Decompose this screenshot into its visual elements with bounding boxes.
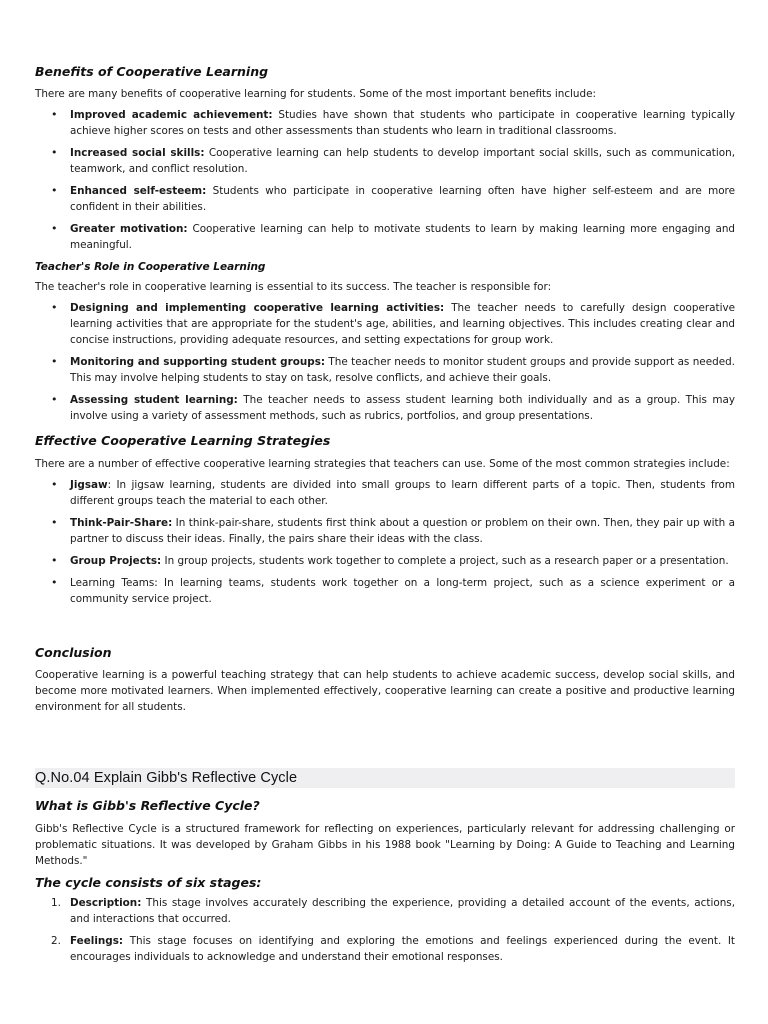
item-term: Think-Pair-Share: xyxy=(70,517,173,529)
question-heading-bar xyxy=(35,768,735,788)
list-item xyxy=(35,515,735,547)
strategies-list xyxy=(35,477,735,607)
gibbs-section xyxy=(35,798,735,965)
item-text: : In jigsaw learning, students are divided into small groups to learn different parts of a topic. Then, students from different groups teach the material to each other. xyxy=(70,479,735,507)
benefits-intro: There are many benefits of cooperative learning for students. Some of the most important benefits include: xyxy=(35,88,596,100)
bullet-icon: • xyxy=(51,554,58,567)
gibbs-heading: What is Gibb's Reflective Cycle? xyxy=(35,798,260,813)
item-text: Studies have shown that students who participate in cooperative learning typically achieve higher scores on tests and other assessments than students who learn in traditional classrooms. xyxy=(70,109,736,137)
strategies-section xyxy=(35,433,735,607)
question-heading: Q.No.04 Explain Gibb's Reflective Cycle xyxy=(35,770,298,786)
item-term: Increased social skills: xyxy=(70,147,205,159)
benefits-heading: Benefits of Cooperative Learning xyxy=(35,64,269,79)
list-item xyxy=(35,553,735,569)
list-item xyxy=(35,392,735,424)
list-item xyxy=(35,145,735,177)
benefits-section xyxy=(35,64,735,253)
teacher-role-heading: Teacher's Role in Cooperative Learning xyxy=(35,261,266,273)
gibbs-stages-heading: The cycle consists of six stages: xyxy=(35,875,262,890)
benefits-list xyxy=(35,107,735,253)
item-text: The teacher needs to carefully design cooperative learning activities that are appropriate for the student's age, abilities, and learning objectives. This includes creating clear and concise instructions, providing adequate resources, and setting expectations for group work. xyxy=(70,302,735,346)
item-term: Assessing student learning: xyxy=(70,394,238,406)
item-term: Feelings: xyxy=(70,935,124,947)
list-item xyxy=(35,477,735,509)
teacher-role-intro: The teacher's role in cooperative learning is essential to its success. The teacher is responsible for: xyxy=(35,281,552,293)
item-term: Greater motivation: xyxy=(70,223,188,235)
item-number: 1. xyxy=(51,897,61,909)
item-term: Enhanced self-esteem: xyxy=(70,185,207,197)
conclusion-heading: Conclusion xyxy=(35,645,112,660)
conclusion-text: Cooperative learning is a powerful teaching strategy that can help students to achieve academic success, develop social skills, and become more motivated learners. When implemented effectively, cooperative learning can create a positive and productive learning environment for all students. xyxy=(35,669,735,713)
item-text: Students who participate in cooperative learning often have higher self-esteem and are more confident in their abilities. xyxy=(70,185,735,213)
bullet-icon: • xyxy=(51,478,58,491)
bullet-icon: • xyxy=(51,516,58,529)
item-term: Jigsaw xyxy=(70,479,108,491)
list-item xyxy=(35,575,735,607)
item-term: Designing and implementing cooperative learning activities: xyxy=(70,302,445,314)
item-term: Monitoring and supporting student groups: xyxy=(70,356,326,368)
item-term: Group Projects: xyxy=(70,555,162,567)
item-text: The teacher needs to monitor student groups and provide support as needed. This may involve helping students to stay on task, resolve conflicts, and achieve their goals. xyxy=(70,356,735,384)
list-item xyxy=(35,107,735,139)
item-text: This stage involves accurately describing the experience, providing a detailed account of the events, actions, and interactions that occurred. xyxy=(70,897,735,925)
item-text: The teacher needs to assess student learning both individually and as a group. This may involve using a variety of assessment methods, such as rubrics, portfolios, and group presentations. xyxy=(70,394,735,422)
item-text: Learning Teams: In learning teams, students work together on a long-term project, such as a science experiment or a community service project. xyxy=(70,577,735,605)
item-text: In think-pair-share, students first think about a question or problem on their own. Then, they pair up with a partner to discuss their ideas. Finally, the pairs share their ideas with the class. xyxy=(70,517,735,545)
bullet-icon: • xyxy=(51,108,58,121)
list-item xyxy=(35,183,735,215)
item-text: Cooperative learning can help to motivate students to learn by making learning more engaging and meaningful. xyxy=(70,223,735,251)
item-term: Improved academic achievement: xyxy=(70,109,273,121)
gibbs-text: Gibb's Reflective Cycle is a structured framework for reflecting on experiences, particularly relevant for addressing challenging or problematic situations. It was developed by Graham Gibbs in his 1988 book "Learning by Doing: A Guide to Teaching and Learning Methods." xyxy=(35,823,735,867)
teacher-role-list xyxy=(35,300,735,424)
list-item xyxy=(35,354,735,386)
gibbs-stages-list xyxy=(35,895,735,965)
bullet-icon: • xyxy=(51,576,58,589)
bullet-icon: • xyxy=(51,393,58,406)
bullet-icon: • xyxy=(51,222,58,235)
list-item xyxy=(35,300,735,348)
item-text: This stage focuses on identifying and exploring the emotions and feelings experienced during the event. It encourages individuals to acknowledge and understand their emotional responses. xyxy=(70,935,735,963)
strategies-heading: Effective Cooperative Learning Strategies xyxy=(35,433,331,448)
strategies-intro: There are a number of effective cooperative learning strategies that teachers can use. Some of the most common strategies include: xyxy=(35,458,730,470)
bullet-icon: • xyxy=(51,146,58,159)
item-text: In group projects, students work together to complete a project, such as a research paper or a presentation. xyxy=(161,555,729,567)
list-item xyxy=(35,221,735,253)
bullet-icon: • xyxy=(51,301,58,314)
item-number: 2. xyxy=(51,935,61,947)
list-item xyxy=(35,895,735,927)
teacher-role-section xyxy=(35,261,735,424)
conclusion-section xyxy=(35,645,735,715)
bullet-icon: • xyxy=(51,184,58,197)
bullet-icon: • xyxy=(51,355,58,368)
list-item xyxy=(35,933,735,965)
item-text: Cooperative learning can help students to develop important social skills, such as communication, teamwork, and conflict resolution. xyxy=(70,147,735,175)
item-term: Description: xyxy=(70,897,142,909)
